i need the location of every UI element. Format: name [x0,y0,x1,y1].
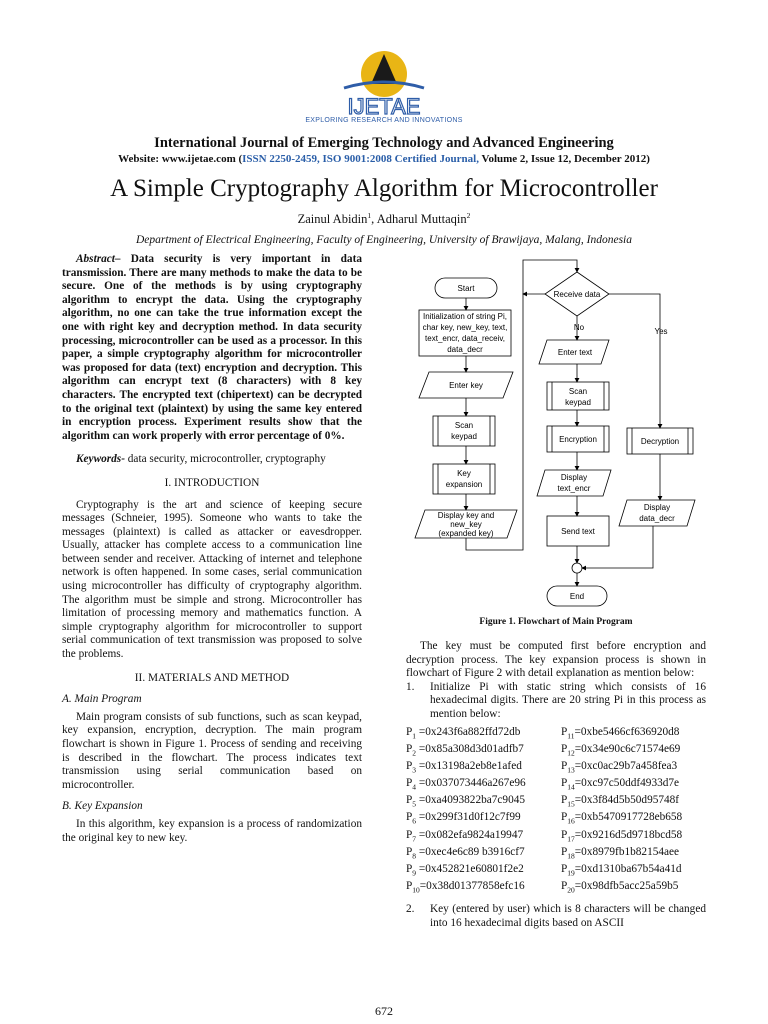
paper-authors [0,211,768,227]
website-prefix: Website: www.ijetae.com ( [118,153,243,165]
pi-index: 7 [412,833,417,843]
pi-entry [406,777,561,794]
pi-index: 18 [567,850,575,860]
pi-value: =0x452821e60801f2e2 [416,862,524,875]
figure-caption: Figure 1. Flowchart of Main Program [479,617,633,627]
pi-index: 8 [412,850,417,860]
pi-symbol: P [561,742,568,755]
pi-symbol: P [561,794,568,807]
pi-symbol: P [406,828,413,841]
website-suffix: Volume 2, Issue 12, December 2012) [478,153,650,165]
pi-value: =0x8979fb1b82154aee [574,845,680,858]
flow-disp-key-l1: Display key and [437,511,495,520]
list-item-2-text: Key (entered by user) which is 8 characters will be changed into 16 hexadecimal digits based on ASCII [430,903,706,929]
pi-entry [406,880,561,897]
list-item-1-text: Initialize Pi with static string which consists of 16 hexadecimal digits. There are 20 string Pi in this process as mention below: [430,680,706,720]
abstract-text: Data security is very important in data transmission. There are many methods to make the data to be secure. One of the methods is by using cryptography algorithm to encrypt the data. Using the cryptography algorithm, no one can take the true information except the one with right key and decryption method. In data security processing, microcontroller can be used as a processor. In this paper, a simple cryptography algorithm for microcontroller was proposed for data (text) encryption and decryption. This algorithm can encrypt text (8 characters) with 8 key characters. The encrypted text (chipertext) can be decrypted to the original text (plaintext) by using the same key entered in encryption process. Experiment results show that the algorithm can work properly with error percentage of 0%. [62,253,362,442]
flow-receive-label: Receive data [553,290,601,299]
paper-affiliation: Department of Electrical Engineering, Faculty of Engineering, University of Brawijaya, Malang, Indonesia [135,234,632,246]
pi-index: 5 [412,799,417,809]
flow-disp-decr-l2: data_decr [639,514,675,523]
journal-website [0,153,768,165]
flow-encryption-label: Encryption [559,435,597,444]
logo-subtitle: EXPLORING RESEARCH AND INNOVATIONS [305,117,463,124]
author-1: Zainul Abidin [297,212,368,227]
pi-value: =0xd1310ba67b54a41d [574,862,682,875]
pi-symbol: P [561,777,568,790]
pi-value: =0x3f84d5b50d95748f [574,794,680,807]
flow-keyexp-l2: expansion [445,480,483,489]
pi-index: 20 [567,885,575,895]
pi-entry [406,846,561,863]
journal-name: International Journal of Emerging Technology and Advanced Engineering [154,135,614,151]
pi-value: =0x082efa9824a19947 [416,828,524,841]
pi-value: =0xc0ac29b7a458fea3 [574,759,678,772]
pi-entry [561,880,678,897]
website-issn: ISSN 2250-2459, ISO 9001:2008 Certified Journal, [242,153,479,165]
pi-value: =0xc97c50ddf4933d7e [574,777,680,790]
journal-logo [339,46,429,128]
list-item-1-number: 1. [406,680,415,693]
pi-symbol: P [406,794,413,807]
flow-keyexp-l1: Key [457,469,471,478]
pi-entry [561,829,682,846]
section-heading-introduction: I. INTRODUCTION [164,476,260,489]
flow-scan1-l2: keypad [451,432,477,441]
pi-symbol: P [561,759,568,772]
flow-init-l3: text_encr, data_receiv, [425,334,505,343]
pi-symbol: P [406,845,413,858]
pi-entry [406,743,561,760]
pi-index: 12 [567,747,575,757]
pi-value: =0x13198a2eb8e1afed [416,759,522,772]
left-column [62,253,362,845]
pi-value: =0x34e90c6c71574e69 [574,742,681,755]
key-expansion-paragraph: In this algorithm, key expansion is a process of randomization the original key to new key. [62,817,362,844]
pi-entry [406,829,561,846]
pi-index: 17 [567,833,575,843]
flow-init-l4: data_decr [447,345,483,354]
right-column [406,640,706,930]
list-item-1 [406,681,706,722]
pi-value: =0x85a308d3d01adfb7 [416,742,524,755]
flow-send-label: Send text [561,527,595,536]
pi-symbol: P [406,811,413,824]
pi-index: 13 [567,765,575,775]
pi-symbol: P [406,742,413,755]
paper-title: A Simple Cryptography Algorithm for Microcontroller [110,175,658,202]
pi-value: =0x98dfb5acc25a59b5 [574,879,679,892]
flow-init-l1: Initialization of string Pi, [422,312,508,321]
right-intro-paragraph: The key must be computed first before encryption and decryption process. The key expansion process is shown in flowchart of Figure 2 with detail explanation as mention below: [406,640,706,680]
pi-entry [561,846,679,863]
pi-index: 3 [412,765,417,775]
pi-index: 11 [567,730,575,740]
flow-no-label: No [573,323,585,332]
pi-symbol: P [561,845,568,858]
pi-entry [561,863,682,880]
flow-scan1-l1: Scan [454,421,474,430]
pi-row [406,743,706,760]
flow-disp-decr-l1: Display [643,503,671,512]
author-2-sup: 2 [466,211,471,220]
pi-index: 1 [412,730,417,740]
flow-scan2-l2: keypad [565,398,591,407]
keywords [62,453,362,467]
pi-symbol: P [406,777,413,790]
pi-symbol: P [406,725,413,738]
pi-value: =0xa4093822ba7c9045 [416,794,526,807]
author-sep: , [371,212,377,227]
flow-disp-encr-l2: text_encr [557,484,591,493]
pi-entry [561,777,679,794]
pi-symbol: P [406,759,413,772]
pi-symbol: P [561,828,568,841]
pi-value: =0x243f6a882ffd72db [416,725,521,738]
author-1-sup: 1 [367,211,372,220]
pi-symbol: P [406,862,413,875]
pi-symbol: P [561,862,568,875]
pi-entry [406,794,561,811]
pi-index: 15 [567,799,575,809]
list-item-2 [406,903,706,930]
pi-index: 9 [412,868,417,878]
flow-decryption-label: Decryption [640,437,680,446]
pi-value: =0x299f31d0f12c7f99 [416,811,521,824]
flow-disp-key-l2: new_key [450,520,482,529]
pi-row [406,880,706,897]
pi-symbol: P [406,879,413,892]
pi-index: 16 [567,816,575,826]
pi-row [406,726,706,743]
flow-connector [572,563,582,573]
subsection-key-expansion: B. Key Expansion [62,800,143,813]
introduction-paragraph: Cryptography is the art and science of keeping secure messages (Schneier, 1995). Someone who wants to take the messages (plaintext) is called as attacker or eavesdropper. Usually, attacker has complete access to a communication line between sender and receiver. Attacking of internet and telephone network is often happened. In some cases, serial communication using microcontroller has difficulty of cryptography algorithm. The algorithm must be simple and strong. Microcontroller has limitation of processing memory and mathematics function. A simple cryptography algorithm for microcontroller to support serial communication of text transmission was proposed to solve the problems. [62,498,362,661]
pi-row [406,829,706,846]
pi-entry [561,811,682,828]
flowchart-main-program [405,252,710,612]
flow-enter-text-label: Enter text [557,348,593,357]
pi-symbol: P [561,879,568,892]
list-item-2-number: 2. [406,903,415,916]
flow-scan2-l1: Scan [568,387,588,396]
pi-entry [561,760,677,777]
pi-entry [406,811,561,828]
pi-row [406,794,706,811]
pi-row [406,863,706,880]
flow-start-label: Start [457,284,475,293]
pi-index: 2 [412,747,417,757]
pi-index: 14 [567,782,575,792]
pi-value: =0x037073446a267e96 [416,777,526,790]
pi-table [406,726,706,898]
pi-entry [561,794,679,811]
pi-index: 6 [412,816,417,826]
pi-row [406,777,706,794]
pi-entry [406,863,561,880]
page-number: 672 [375,1004,393,1018]
section-heading-materials: II. MATERIALS AND METHOD [134,671,290,684]
flow-yes-label: Yes [654,327,668,336]
keywords-text: data security, microcontroller, cryptography [124,453,326,466]
flow-init-l2: char key, new_key, text, [422,323,508,332]
pi-entry [561,726,679,743]
author-2: Adharul Muttaqin [376,212,467,227]
pi-value: =0xec4e6c89 b3916cf7 [416,845,525,858]
keywords-label: Keywords- [76,453,125,466]
main-program-paragraph: Main program consists of sub functions, such as scan keypad, key expansion, encryption, decryption. The main program flowchart is shown in Figure 1. Process of sending and receiving is described in the flowchart. The process indicates text transmission using serial communication based on microcontroller. [62,710,362,791]
abstract [62,253,362,443]
pi-entry [406,760,561,777]
pi-symbol: P [561,811,568,824]
pi-index: 19 [567,868,575,878]
pi-value: =0xb5470917728eb658 [574,811,683,824]
flow-enter-key-label: Enter key [449,381,483,390]
abstract-label: Abstract– [76,253,121,265]
subsection-main-program: A. Main Program [62,693,142,706]
pi-value: =0x9216d5d9718bcd58 [574,828,683,841]
pi-entry [406,726,561,743]
pi-row [406,846,706,863]
pi-row [406,760,706,777]
pi-index: 4 [412,782,417,792]
logo-text: IJETAE [347,94,421,119]
pi-row [406,811,706,828]
pi-value: =0xbe5466cf636920d8 [574,725,680,738]
flow-end-label: End [569,592,585,601]
flow-disp-key-l3: (expanded key) [438,529,494,538]
flow-disp-encr-l1: Display [560,473,588,482]
pi-entry [561,743,680,760]
pi-index: 10 [412,885,420,895]
pi-value: =0x38d01377858efc16 [419,879,525,892]
pi-symbol: P [561,725,568,738]
